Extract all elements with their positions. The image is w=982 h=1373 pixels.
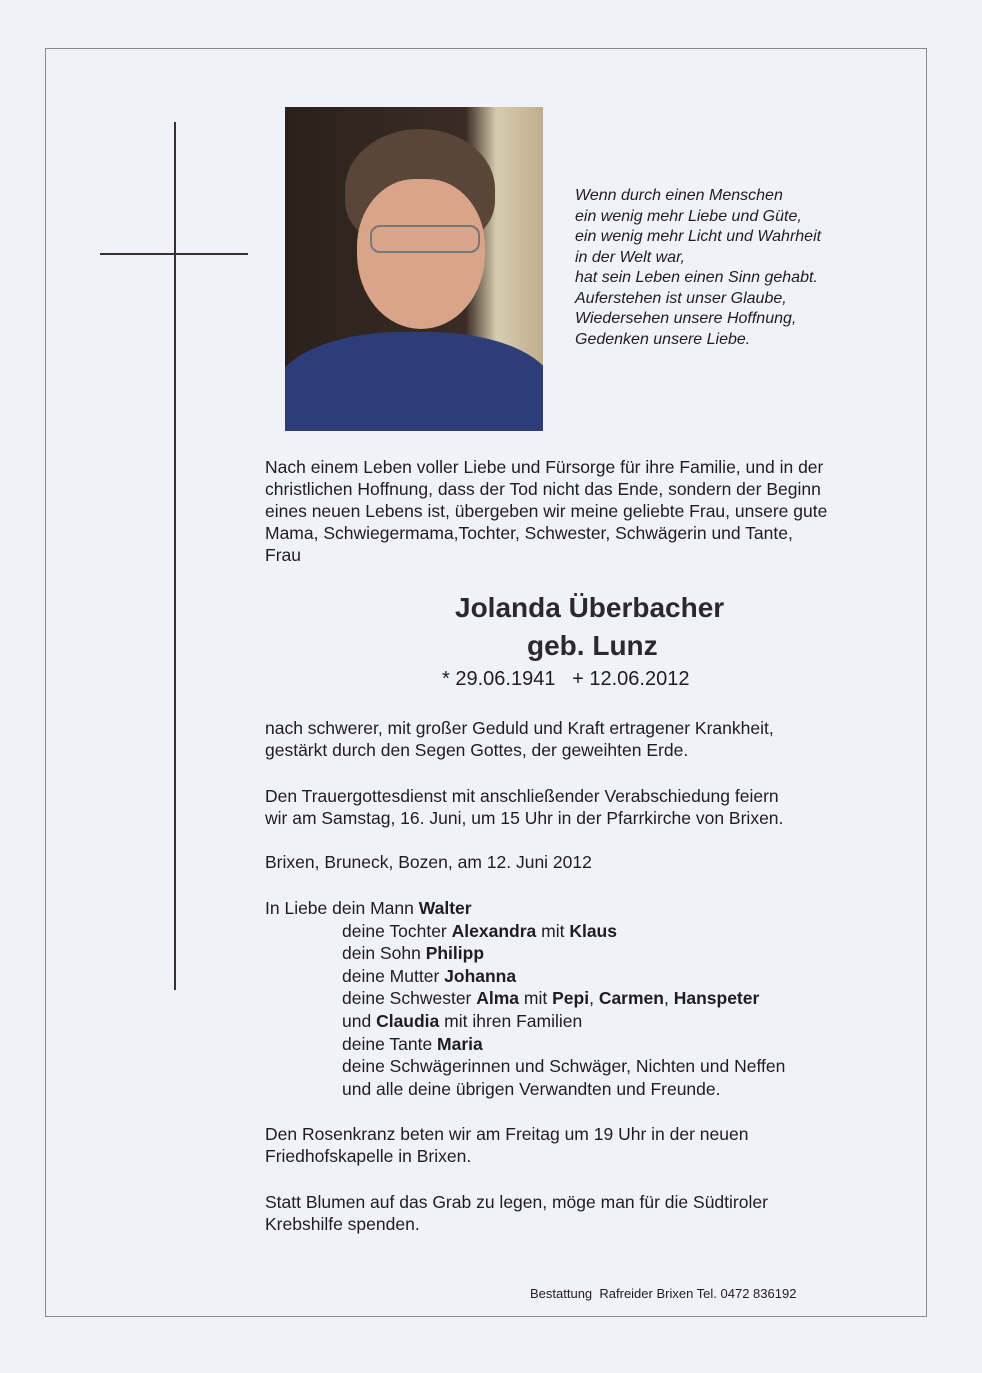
family-line bbox=[265, 942, 785, 965]
family-line bbox=[265, 1078, 785, 1101]
family-text: und alle deine übrigen Verwandten und Freunde. bbox=[342, 1078, 721, 1099]
family-line bbox=[265, 965, 785, 988]
memorial-quote bbox=[575, 186, 821, 350]
family-text: und bbox=[342, 1010, 377, 1031]
family-text: dein Sohn bbox=[342, 943, 426, 964]
quote-line: Gedenken unsere Liebe. bbox=[575, 330, 751, 348]
quote-line: hat sein Leben einen Sinn gehabt. bbox=[575, 269, 818, 286]
cross-icon-bar bbox=[100, 253, 248, 255]
donation-paragraph: Statt Blumen auf das Grab zu legen, möge man für die Südtiroler Krebshilfe spenden. bbox=[265, 1192, 768, 1234]
family-text: mit ihren Familien bbox=[439, 1010, 583, 1031]
relative-name: Carmen bbox=[598, 988, 664, 1009]
deceased-name: Jolanda Überbacher bbox=[455, 592, 725, 623]
family-line bbox=[265, 897, 785, 920]
relative-name: Philipp bbox=[425, 943, 485, 964]
family-line bbox=[265, 1033, 785, 1056]
relative-name: Pepi bbox=[552, 988, 590, 1009]
family-text: mit bbox=[536, 920, 570, 941]
relative-name: Claudia bbox=[376, 1010, 440, 1031]
family-line bbox=[265, 920, 785, 943]
family-text: In Liebe dein Mann bbox=[265, 898, 419, 918]
funeral-home-footer: Bestattung Rafreider Brixen Tel. 0472 836192 bbox=[530, 1286, 797, 1301]
life-dates: * 29.06.1941 + 12.06.2012 bbox=[442, 668, 690, 690]
relative-name: Alma bbox=[476, 988, 520, 1009]
family-list bbox=[265, 897, 785, 1100]
relative-name: Johanna bbox=[444, 965, 517, 986]
quote-line: Wiedersehen unsere Hoffnung, bbox=[575, 310, 797, 327]
intro-paragraph: Nach einem Leben voller Liebe und Fürsorge für ihre Familie, und in der christlichen Hoffnung, dass der Tod nicht das Ende, sondern der Beginn eines neuen Lebens ist, übergeben wir meine geliebte Frau, unsere gute Mama, Schwiegermama,Tochter, Schwester, Schwägerin und Tante, Frau bbox=[265, 457, 828, 565]
quote-line: Auferstehen ist unser Glaube, bbox=[575, 289, 787, 307]
family-text: deine Schwester bbox=[342, 988, 477, 1009]
quote-line: ein wenig mehr Liebe und Güte, bbox=[575, 207, 802, 225]
family-text: , bbox=[589, 988, 599, 1009]
family-line bbox=[265, 987, 785, 1010]
family-line bbox=[265, 1010, 785, 1033]
family-text: mit bbox=[519, 988, 553, 1009]
illness-paragraph: nach schwerer, mit großer Geduld und Kraft ertragener Krankheit, gestärkt durch den Segen Gottes, der geweihten Erde. bbox=[265, 718, 774, 760]
family-text: , bbox=[663, 988, 674, 1009]
relative-name: Maria bbox=[437, 1033, 483, 1054]
family-text: deine Tante bbox=[342, 1033, 438, 1054]
family-text: deine Schwägerinnen und Schwäger, Nichten und Neffen bbox=[342, 1056, 786, 1077]
service-paragraph: Den Trauergottesdienst mit anschließender Verabschiedung feiern wir am Samstag, 16. Juni, um 15 Uhr in der Pfarrkirche von Brixen. bbox=[265, 786, 784, 828]
relative-name: Alexandra bbox=[451, 920, 537, 941]
family-text: deine Mutter bbox=[342, 965, 445, 986]
place-date: Brixen, Bruneck, Bozen, am 12. Juni 2012 bbox=[265, 852, 592, 872]
quote-line: ein wenig mehr Licht und Wahrheit bbox=[575, 228, 822, 245]
quote-line: in der Welt war, bbox=[575, 248, 685, 266]
rosary-paragraph: Den Rosenkranz beten wir am Freitag um 19 Uhr in der neuen Friedhofskapelle in Brixen. bbox=[265, 1124, 749, 1166]
maiden-name: geb. Lunz bbox=[527, 630, 658, 661]
relative-name: Klaus bbox=[569, 920, 617, 941]
relative-name: Hanspeter bbox=[673, 988, 760, 1009]
quote-line: Wenn durch einen Menschen bbox=[575, 187, 783, 204]
portrait-photo bbox=[285, 107, 543, 431]
family-line bbox=[265, 1055, 785, 1078]
family-text: deine Tochter bbox=[342, 920, 452, 941]
relative-name: Walter bbox=[418, 898, 472, 918]
